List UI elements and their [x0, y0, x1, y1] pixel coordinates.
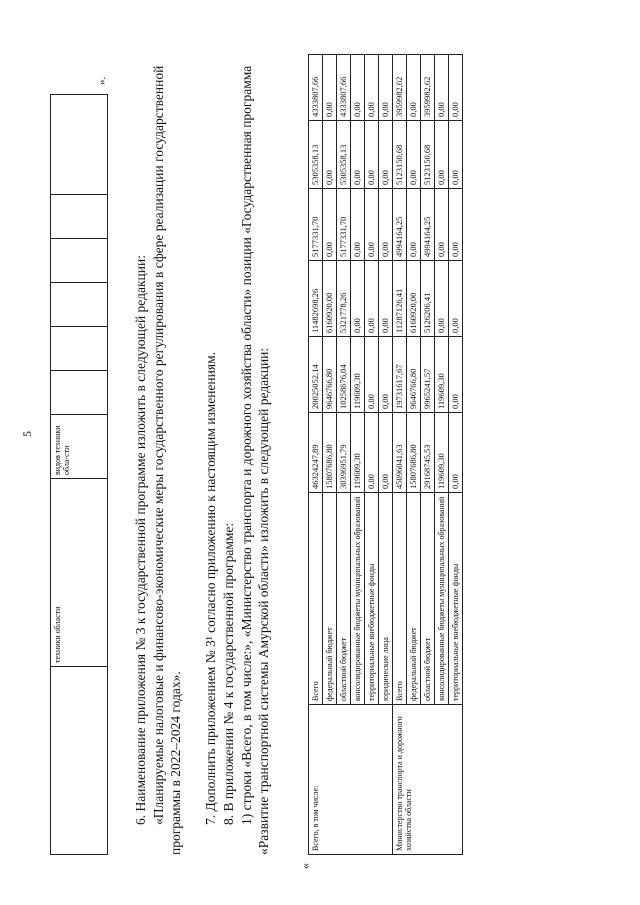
table-row	[309, 55, 323, 855]
value-cell: 0,00	[379, 413, 393, 493]
value-cell: 5177331,70	[337, 189, 351, 261]
value-cell: 0,00	[351, 189, 365, 261]
value-cell: 46324247,89	[309, 413, 323, 493]
page-number: 5	[20, 431, 34, 437]
value-cell: 119609,30	[351, 413, 365, 493]
value-cell: 0,00	[323, 121, 337, 189]
value-cell: 0,00	[379, 189, 393, 261]
value-cell: 3959982,62	[421, 55, 435, 121]
value-cell: 9646766,80	[323, 337, 337, 413]
continuation-cell	[51, 195, 108, 239]
row-name: территориальные внебюджетные фонды	[365, 493, 379, 705]
paragraph-8-1: 1) строки «Всего, в том числе:», «Министерство транспорта и дорожного хозяйства области» позиции «Государственная программа «Развитие транспортной системы Амурской области» изложить в следующей редакции:	[239, 65, 271, 855]
value-cell: 4994164,25	[393, 189, 407, 261]
value-cell: 0,00	[379, 261, 393, 337]
value-cell: 0,00	[435, 261, 449, 337]
row-name: федеральный бюджет	[407, 493, 421, 705]
value-cell: 0,00	[379, 337, 393, 413]
value-cell: 9965241,57	[421, 337, 435, 413]
value-cell: 119609,30	[435, 413, 449, 493]
value-cell: 5126206,41	[421, 261, 435, 337]
row-name: областной бюджет	[337, 493, 351, 705]
value-cell: 0,00	[365, 261, 379, 337]
value-cell: 0,00	[449, 189, 463, 261]
value-cell: 4333807,66	[337, 55, 351, 121]
value-cell: 0,00	[365, 121, 379, 189]
value-cell: 5305358,13	[337, 121, 351, 189]
value-cell: 30396951,79	[337, 413, 351, 493]
paragraph-7: 7. Дополнить приложением № 3¹ согласно приложению к настоящим изменениям.	[203, 351, 218, 825]
group-label: Министерство транспорта и дорожного хозяйства области	[393, 705, 463, 855]
rotated-page-content	[50, 55, 610, 869]
value-cell: 11287126,41	[393, 261, 407, 337]
value-cell: 0,00	[407, 189, 421, 261]
value-cell: 45096041,63	[393, 413, 407, 493]
value-cell: 5123150,68	[393, 121, 407, 189]
value-cell: 0,00	[449, 55, 463, 121]
row-name: консолидированные бюджеты муниципальных образований	[351, 493, 365, 705]
value-cell: 0,00	[407, 121, 421, 189]
value-cell: 119609,30	[435, 337, 449, 413]
value-cell: 0,00	[449, 337, 463, 413]
value-cell: 0,00	[365, 55, 379, 121]
table-row	[393, 55, 407, 855]
value-cell: 0,00	[365, 189, 379, 261]
value-cell: 9646766,80	[407, 337, 421, 413]
value-cell: 0,00	[351, 261, 365, 337]
value-cell: 0,00	[379, 121, 393, 189]
value-cell: 0,00	[449, 121, 463, 189]
continuation-cell-2: техники области	[51, 479, 108, 667]
value-cell: 19731617,67	[393, 337, 407, 413]
table-open-quote: «	[298, 863, 312, 869]
continuation-table	[50, 94, 108, 855]
continuation-cell-1	[51, 667, 108, 855]
value-cell: 0,00	[351, 55, 365, 121]
budget-table-body	[309, 55, 463, 855]
value-cell: 0,00	[365, 413, 379, 493]
value-cell: 0,00	[435, 189, 449, 261]
row-name: консолидированные бюджеты муниципальных образований	[435, 493, 449, 705]
value-cell: 0,00	[449, 261, 463, 337]
value-cell: 0,00	[365, 337, 379, 413]
budget-table	[308, 54, 463, 855]
value-cell: 0,00	[323, 189, 337, 261]
value-cell: 20025052,14	[309, 337, 323, 413]
row-name: юридические лица	[379, 493, 393, 705]
continuation-cell	[51, 371, 108, 415]
value-cell: 5123150,68	[421, 121, 435, 189]
value-cell: 10258676,04	[337, 337, 351, 413]
value-cell: 3959982,62	[393, 55, 407, 121]
closing-quote: ».	[96, 76, 108, 85]
value-cell: 0,00	[351, 121, 365, 189]
continuation-cell-3: видов техники обла-сти	[51, 415, 108, 479]
row-name: территориальные внебюджетные фонды	[449, 493, 463, 705]
value-cell: 6160920,00	[407, 261, 421, 337]
value-cell: 15807686,80	[323, 413, 337, 493]
value-cell: 0,00	[379, 55, 393, 121]
value-cell: 5321778,26	[337, 261, 351, 337]
value-cell: 0,00	[435, 121, 449, 189]
continuation-cell	[51, 327, 108, 371]
continuation-cell	[51, 239, 108, 283]
value-cell: 0,00	[323, 55, 337, 121]
value-cell: 29168745,53	[421, 413, 435, 493]
value-cell: 0,00	[435, 55, 449, 121]
continuation-cell	[51, 283, 108, 327]
row-name: федеральный бюджет	[323, 493, 337, 705]
value-cell: 5305358,13	[309, 121, 323, 189]
value-cell: 4994164,25	[421, 189, 435, 261]
value-cell: 15807686,80	[407, 413, 421, 493]
paragraph-6: 6. Наименование приложения № 3 к государственной программе изложить в следующей редакции:	[133, 255, 148, 825]
row-name: Всего	[393, 493, 407, 705]
value-cell: 119609,30	[351, 337, 365, 413]
value-cell: 6160920,00	[323, 261, 337, 337]
paragraph-8: 8. В приложении № 4 к государственной программе:	[221, 522, 236, 825]
paragraph-6-quote: «Планируемые налоговые и финансово-экономические меры государственного регулирования в сфере реализации государственной программы в 2022–2024 годах».	[151, 65, 183, 855]
group-label: Всего, в том числе:	[309, 705, 393, 855]
value-cell: 0,00	[449, 413, 463, 493]
value-cell: 5177331,70	[309, 189, 323, 261]
row-name: Всего	[309, 493, 323, 705]
value-cell: 0,00	[407, 55, 421, 121]
value-cell: 4333807,66	[309, 55, 323, 121]
row-name: областной бюджет	[421, 493, 435, 705]
continuation-cell	[51, 95, 108, 195]
value-cell: 11482698,26	[309, 261, 323, 337]
